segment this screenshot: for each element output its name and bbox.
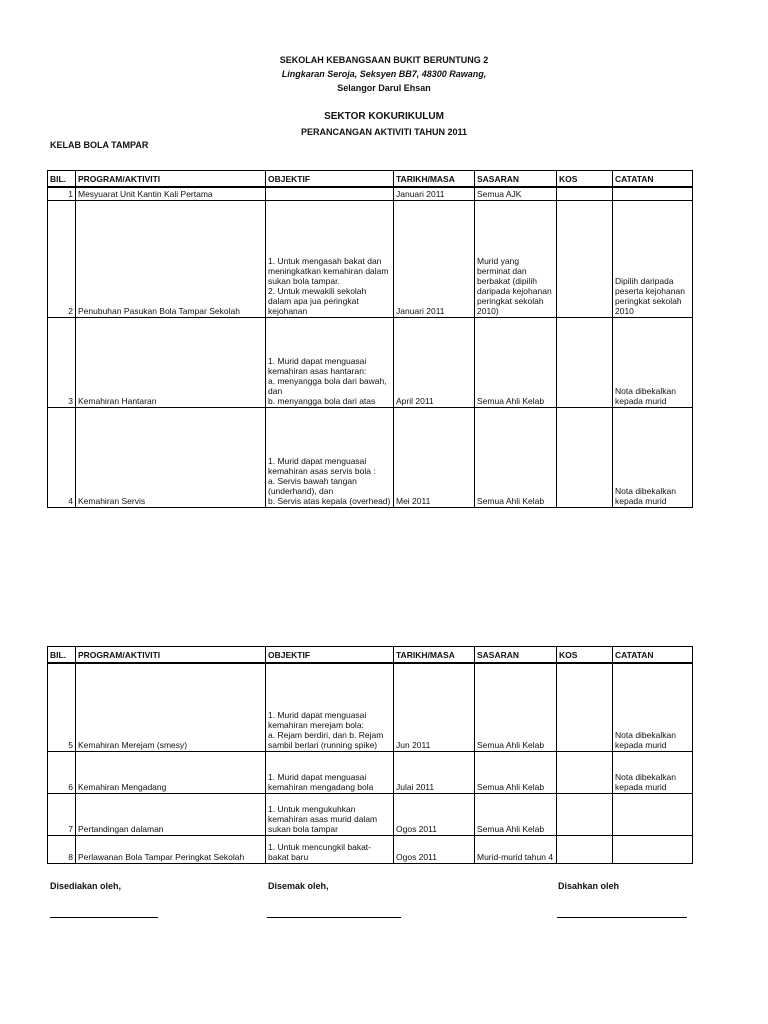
- cell-sasaran: Murid yang berminat dan berbakat (dipilih daripada kejohanan peringkat sekolah 2010): [475, 201, 557, 318]
- prepared-by-label: Disediakan oleh,: [50, 881, 122, 891]
- club-name: KELAB BOLA TAMPAR: [50, 140, 149, 150]
- cell-program: Penubuhan Pasukan Bola Tampar Sekolah: [76, 201, 266, 318]
- col-sasaran: SASARAN: [475, 171, 557, 188]
- cell-catatan: Dipilih daripada peserta kejohanan peringkat sekolah 2010: [613, 201, 693, 318]
- prepared-signature-line: [50, 917, 158, 918]
- cell-bil: 2: [48, 201, 76, 318]
- cell-catatan: [613, 187, 693, 201]
- table-header-row: [48, 171, 693, 188]
- cell-program: Mesyuarat Unit Kantin Kali Pertama: [76, 187, 266, 201]
- cell-catatan: Nota dibekalkan kepada murid: [613, 408, 693, 508]
- plan-title: PERANCANGAN AKTIVITI TAHUN 2011: [300, 127, 468, 137]
- cell-sasaran: Semua Ahli Kelab: [475, 318, 557, 408]
- cell-program: Pertandingan dalaman: [76, 793, 266, 835]
- cell-objektif: 1. Murid dapat menguasai kemahiran mengadang bola: [266, 751, 394, 793]
- cell-objektif: 1. Untuk mencungkil bakat-bakat baru: [266, 835, 394, 863]
- cell-tarikh: Januari 2011: [394, 187, 475, 201]
- cell-catatan: [613, 793, 693, 835]
- cell-objektif: 1. Untuk mengasah bakat dan meningkatkan kemahiran dalam sukan bola tampar. 2. Untuk mewakili sekolah dalam apa jua peringkat kejohanan: [266, 201, 394, 318]
- cell-kos: [557, 835, 613, 863]
- col-bil: BIL.: [48, 647, 76, 664]
- cell-objektif: [266, 187, 394, 201]
- cell-tarikh: Januari 2011: [394, 201, 475, 318]
- cell-kos: [557, 187, 613, 201]
- col-tarikh: TARIKH/MASA: [394, 647, 475, 664]
- table-row: [48, 318, 693, 408]
- col-tarikh: TARIKH/MASA: [394, 171, 475, 188]
- sector-title: SEKTOR KOKURIKULUM: [324, 111, 444, 122]
- cell-catatan: Nota dibekalkan kepada murid: [613, 663, 693, 751]
- cell-kos: [557, 663, 613, 751]
- col-program: PROGRAM/AKTIVITI: [76, 647, 266, 664]
- cell-program: Kemahiran Mengadang: [76, 751, 266, 793]
- reviewed-by-label: Disemak oleh,: [268, 881, 329, 891]
- cell-sasaran: Semua Ahli Kelab: [475, 408, 557, 508]
- cell-tarikh: Mei 2011: [394, 408, 475, 508]
- col-objektif: OBJEKTIF: [266, 171, 394, 188]
- cell-tarikh: April 2011: [394, 318, 475, 408]
- col-kos: KOS: [557, 647, 613, 664]
- table-row: [48, 835, 693, 863]
- cell-objektif: 1. Murid dapat menguasai kemahiran asas hantaran: a. menyangga bola dari bawah, dan b. menyangga bola dari atas: [266, 318, 394, 408]
- cell-sasaran: Semua Ahli Kelab: [475, 663, 557, 751]
- cell-kos: [557, 408, 613, 508]
- cell-sasaran: Semua AJK: [475, 187, 557, 201]
- table-row: [48, 408, 693, 508]
- cell-program: Kemahiran Servis: [76, 408, 266, 508]
- school-address-line-1: Lingkaran Seroja, Seksyen BB7, 48300 Rawang,: [281, 69, 487, 79]
- table-row: [48, 201, 693, 318]
- cell-tarikh: Julai 2011: [394, 751, 475, 793]
- cell-catatan: Nota dibekalkan kepada murid: [613, 318, 693, 408]
- cell-tarikh: Ogos 2011: [394, 793, 475, 835]
- cell-bil: 3: [48, 318, 76, 408]
- reviewed-signature-line: [267, 917, 401, 918]
- cell-catatan: [613, 835, 693, 863]
- school-address-line-2: Selangor Darul Ehsan: [337, 83, 431, 93]
- cell-tarikh: Jun 2011: [394, 663, 475, 751]
- cell-sasaran: Murid-murid tahun 4: [475, 835, 557, 863]
- activity-table-1: [47, 170, 693, 508]
- col-catatan: CATATAN: [613, 647, 693, 664]
- cell-tarikh: Ogos 2011: [394, 835, 475, 863]
- cell-kos: [557, 318, 613, 408]
- cell-kos: [557, 201, 613, 318]
- cell-objektif: 1. Murid dapat menguasai kemahiran merejam bola: a. Rejam berdiri, dan b. Rejam sambil berlari (running spike): [266, 663, 394, 751]
- table-row: [48, 187, 693, 201]
- cell-program: Kemahiran Merejam (smesy): [76, 663, 266, 751]
- table-row: [48, 793, 693, 835]
- cell-kos: [557, 751, 613, 793]
- cell-bil: 4: [48, 408, 76, 508]
- approved-by-label: Disahkan oleh: [558, 881, 620, 891]
- col-objektif: OBJEKTIF: [266, 647, 394, 664]
- cell-program: Kemahiran Hantaran: [76, 318, 266, 408]
- col-catatan: CATATAN: [613, 171, 693, 188]
- cell-sasaran: Semua Ahli Kelab: [475, 751, 557, 793]
- table-row: [48, 751, 693, 793]
- cell-bil: 1: [48, 187, 76, 201]
- cell-objektif: 1. Murid dapat menguasai kemahiran asas servis bola : a. Servis bawah tangan (underhand), dan b. Servis atas kepala (overhead): [266, 408, 394, 508]
- col-kos: KOS: [557, 171, 613, 188]
- cell-objektif: 1. Untuk mengukuhkan kemahiran asas murid dalam sukan bola tampar: [266, 793, 394, 835]
- cell-catatan: Nota dibekalkan kepada murid: [613, 751, 693, 793]
- cell-bil: 5: [48, 663, 76, 751]
- col-program: PROGRAM/AKTIVITI: [76, 171, 266, 188]
- cell-sasaran: Semua Ahli Kelab: [475, 793, 557, 835]
- cell-kos: [557, 793, 613, 835]
- approved-signature-line: [557, 917, 687, 918]
- col-sasaran: SASARAN: [475, 647, 557, 664]
- cell-bil: 8: [48, 835, 76, 863]
- school-name: SEKOLAH KEBANGSAAN BUKIT BERUNTUNG 2: [279, 55, 489, 65]
- table-row: [48, 663, 693, 751]
- col-bil: BIL.: [48, 171, 76, 188]
- table-header-row: [48, 647, 693, 664]
- activity-table-2: [47, 646, 693, 864]
- cell-bil: 6: [48, 751, 76, 793]
- cell-program: Perlawanan Bola Tampar Peringkat Sekolah: [76, 835, 266, 863]
- cell-bil: 7: [48, 793, 76, 835]
